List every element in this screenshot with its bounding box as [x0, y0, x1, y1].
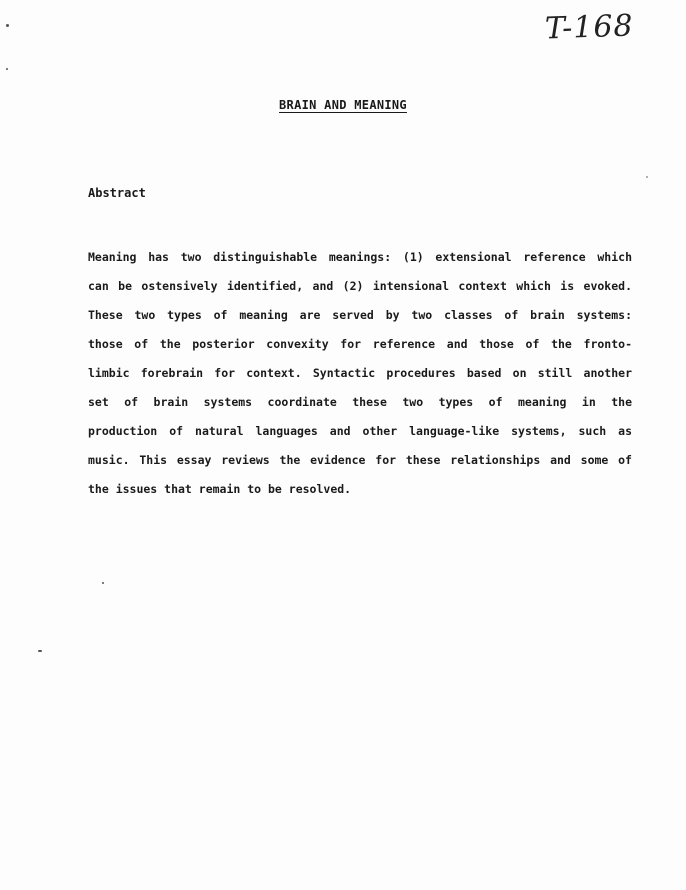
- document-title-text: BRAIN AND MEANING: [279, 98, 407, 112]
- scan-speck: [6, 68, 8, 70]
- abstract-line: music. This essay reviews the evidence for these relationships and some of: [88, 453, 632, 467]
- scan-speck: [102, 582, 104, 584]
- handwritten-document-id: T-168: [544, 8, 635, 47]
- abstract-body: [88, 243, 632, 504]
- abstract-line: those of the posterior convexity for reference and those of the fronto-: [88, 337, 632, 351]
- abstract-line: can be ostensively identified, and (2) intensional context which is evoked.: [88, 279, 632, 293]
- abstract-line: Meaning has two distinguishable meanings: (1) extensional reference which: [88, 250, 632, 264]
- scan-speck: [6, 24, 9, 27]
- abstract-line: These two types of meaning are served by two classes of brain systems:: [88, 308, 632, 322]
- scan-speck: [38, 650, 42, 652]
- abstract-heading: Abstract: [88, 186, 146, 200]
- abstract-line: limbic forebrain for context. Syntactic procedures based on still another: [88, 366, 632, 380]
- scan-speck: [646, 176, 648, 178]
- abstract-line: set of brain systems coordinate these two types of meaning in the: [88, 395, 632, 409]
- abstract-line: the issues that remain to be resolved.: [88, 482, 352, 496]
- document-title: [0, 98, 686, 112]
- abstract-line: production of natural languages and other language-like systems, such as: [88, 424, 632, 438]
